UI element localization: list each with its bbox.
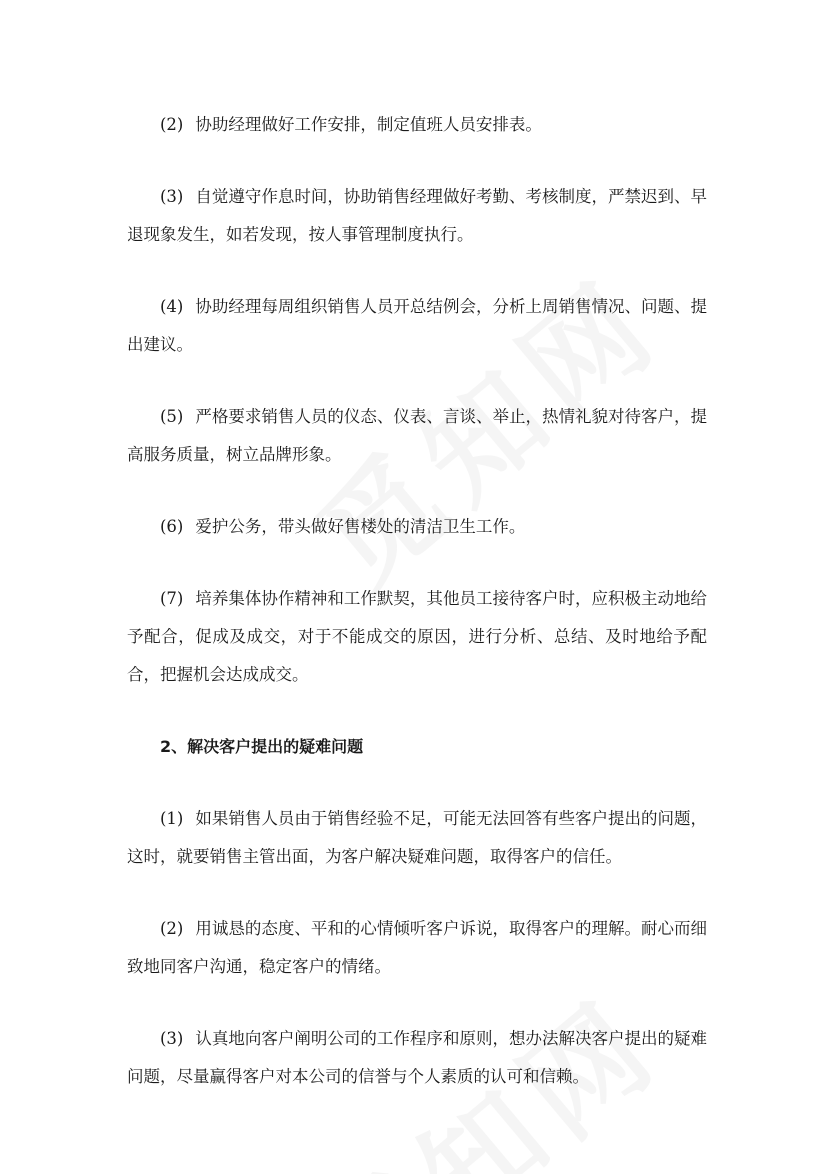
item-text: 如果销售人员由于销售经验不足，可能无法回答有些客户提出的问题，这时，就要销售主管出面，为客户解决疑难问题，取得客户的信任。 xyxy=(127,809,707,866)
list-item xyxy=(127,1020,707,1096)
item-number: (4) xyxy=(160,297,184,316)
item-number: (2) xyxy=(160,115,184,134)
list-item xyxy=(127,580,707,694)
item-number: (7) xyxy=(160,589,184,608)
item-text: 协助经理做好工作安排，制定值班人员安排表。 xyxy=(195,115,542,134)
item-text: 自觉遵守作息时间，协助销售经理做好考勤、考核制度，严禁迟到、早退现象发生，如若发现，按人事管理制度执行。 xyxy=(127,187,707,244)
item-number: (5) xyxy=(160,407,184,426)
section-heading: 2、解决客户提出的疑难问题 xyxy=(160,737,364,756)
item-number: (1) xyxy=(160,809,184,828)
item-number: (6) xyxy=(160,517,184,536)
list-item xyxy=(127,508,707,546)
item-text: 培养集体协作精神和工作默契，其他员工接待客户时，应积极主动地给予配合，促成及成交，对于不能成交的原因，进行分析、总结、及时地给予配合，把握机会达成成交。 xyxy=(127,589,707,684)
list-item xyxy=(127,178,707,254)
document-body xyxy=(127,106,707,1130)
item-number: (2) xyxy=(160,919,184,938)
list-item xyxy=(127,910,707,986)
item-text: 严格要求销售人员的仪态、仪表、言谈、举止，热情礼貌对待客户，提高服务质量，树立品牌形象。 xyxy=(127,407,707,464)
item-number: (3) xyxy=(160,1029,184,1048)
item-text: 爱护公务，带头做好售楼处的清洁卫生工作。 xyxy=(195,517,526,536)
list-item xyxy=(127,288,707,364)
list-item xyxy=(127,398,707,474)
item-text: 协助经理每周组织销售人员开总结例会，分析上周销售情况、问题、提出建议。 xyxy=(127,297,707,354)
item-number: (3) xyxy=(160,187,184,206)
list-item xyxy=(127,800,707,876)
item-text: 用诚恳的态度、平和的心情倾听客户诉说，取得客户的理解。耐心而细致地同客户沟通，稳定客户的情绪。 xyxy=(127,919,707,976)
list-item xyxy=(127,106,707,144)
item-text: 认真地向客户阐明公司的工作程序和原则，想办法解决客户提出的疑难问题，尽量赢得客户对本公司的信誉与个人素质的认可和信赖。 xyxy=(127,1029,707,1086)
